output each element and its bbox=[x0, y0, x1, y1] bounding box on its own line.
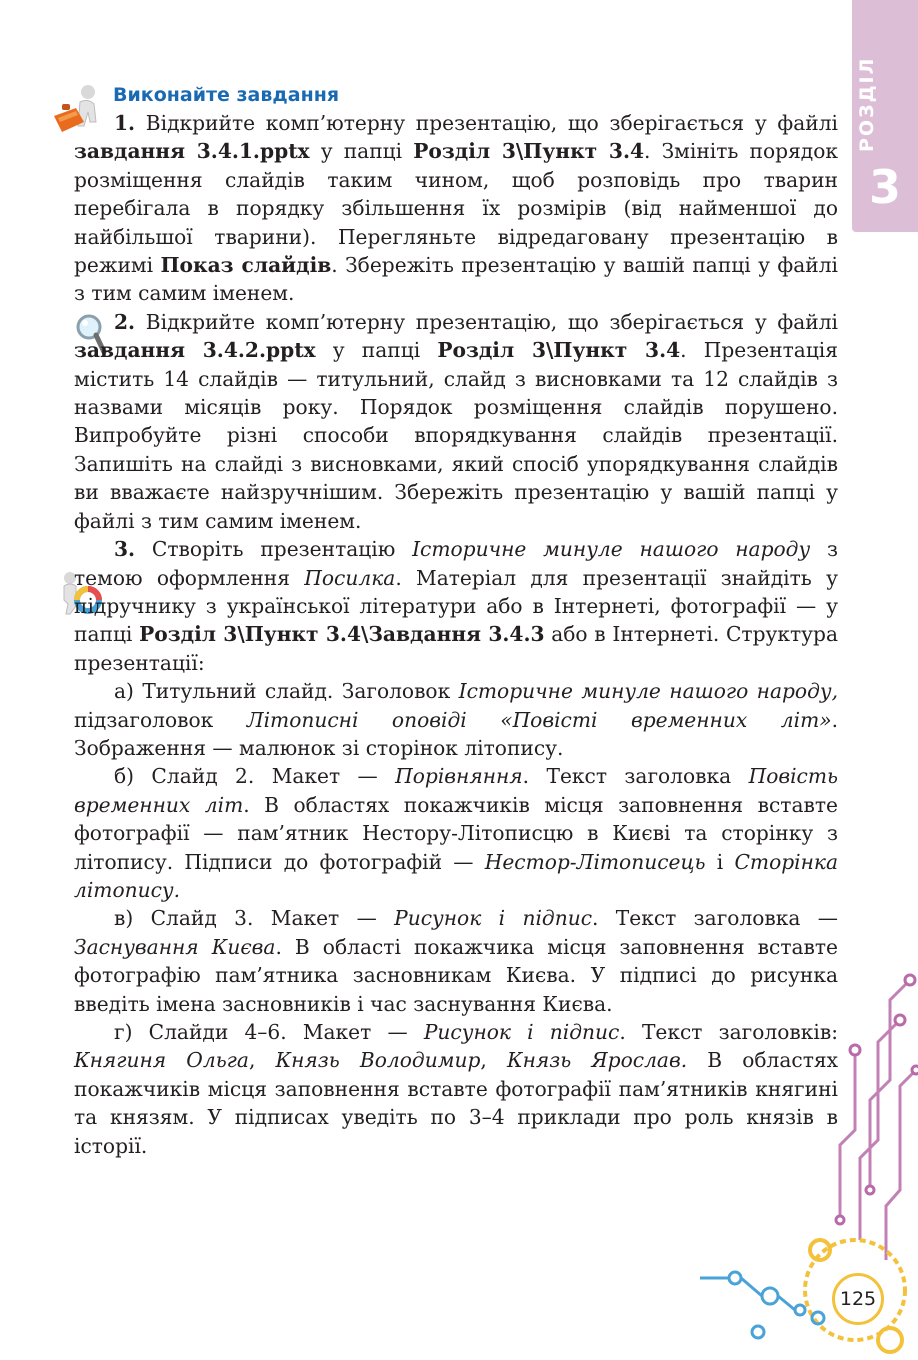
text: . Презентація містить 14 слайдів — титульний, слайд з висновками та 12 слайдів з назвами місяців року. Порядок розміщення слайдів порушено. Випробуйте різні способи впорядкування слайдів презентації. Запишіть на слайді з висновками, який спосіб упорядкування слайдів ви вважаєте найзручнішим. Збережіть презентацію у вашій папці у файлі з тим самим іменем. bbox=[74, 338, 838, 533]
text: , bbox=[248, 1048, 276, 1073]
text: а) Титульний слайд. Заголовок bbox=[114, 679, 459, 704]
italic-text: Порівняння bbox=[395, 764, 523, 789]
text: . Збережіть презентацію у вашій папці у файлі з тим самим іменем. bbox=[74, 253, 838, 306]
italic-text: Історичне минуле нашого народу, bbox=[458, 679, 838, 704]
text: В областях покажчиків місця заповнення вставте фотографії пам’ятників княгині та князям. У підписах уведіть по 3–4 приклади про роль князів в історії. bbox=[74, 1048, 838, 1158]
italic-text: Повість временних літ bbox=[74, 764, 838, 817]
text: з темою оформлення bbox=[74, 537, 838, 590]
task-number: 1. bbox=[114, 111, 136, 135]
text: Відкрийте комп’ютерну презентацію, що зберігається у файлі bbox=[135, 111, 838, 135]
task-1 bbox=[74, 109, 838, 308]
italic-text: Рисунок і підпис bbox=[394, 906, 593, 931]
section-tab bbox=[852, 0, 918, 232]
text: . В області покажчика місця заповнення вставте фотографію пам’ятника засновникам Києва. У підписі до рисунка введіть імена засновників і час заснування Києва. bbox=[74, 934, 839, 1016]
structure-item-b bbox=[74, 762, 838, 904]
text: . В областях покажчиків місця заповнення вставте фотографії — пам’ятник Нестору-Літописцю в Києві та сторінку з літопису. Підписи до фотографій — bbox=[74, 792, 838, 874]
text: г) Слайди 4–6. Макет — bbox=[114, 1020, 424, 1044]
text: б) Слайд 2. Макет — bbox=[114, 764, 396, 789]
text: Відкрийте комп’ютерну презентацію, що зберігається у файлі bbox=[135, 309, 838, 334]
text: і bbox=[705, 849, 735, 874]
italic-text: Рисунок і підпис bbox=[423, 1020, 620, 1044]
circuit-decoration bbox=[700, 960, 918, 1360]
task-number: 2. bbox=[114, 309, 136, 334]
file-name: завдання 3.4.1.pptx bbox=[74, 139, 310, 164]
italic-text: Заснування Києва bbox=[74, 934, 276, 959]
italic-text: Князь Ярослав. bbox=[506, 1048, 688, 1073]
italic-text: Літописні оповіді «Повісті временних літ» bbox=[246, 707, 832, 732]
folder-path: Розділ 3\Пункт 3.4\Завдання 3.4.3 bbox=[139, 622, 545, 647]
task-3 bbox=[74, 535, 838, 677]
tasks-heading: Виконайте завдання bbox=[113, 84, 340, 106]
text: . Текст заголовка bbox=[522, 764, 749, 789]
text: Створіть презентацію bbox=[135, 537, 413, 562]
file-name: завдання 3.4.2.pptx bbox=[74, 338, 316, 363]
presentation-title: Історичне минуле нашого народу bbox=[412, 537, 811, 562]
italic-text: Князь Володимир bbox=[275, 1048, 481, 1073]
text: . Текст заголовків: bbox=[619, 1020, 838, 1044]
folder-path: Розділ 3\Пункт 3.4 bbox=[413, 139, 645, 164]
task-2 bbox=[74, 308, 838, 535]
text: . Матеріал для презентації знайдіть у підручнику з української літератури або в Інтернеті, фотографії — у папці bbox=[74, 565, 838, 647]
text: у папці bbox=[309, 139, 414, 164]
italic-text: Сторінка літопису. bbox=[74, 849, 838, 902]
text: . Зображення — малюнок зі сторінок літопису. bbox=[74, 707, 838, 760]
text: або в Інтернеті. Структура презентації: bbox=[74, 622, 838, 675]
folder-path: Розділ 3\Пункт 3.4 bbox=[437, 338, 681, 363]
page-number: 125 bbox=[832, 1273, 884, 1325]
text: . Змініть порядок розміщення слайдів таким чином, щоб розповідь про тварин перебігала в порядку збільшення їх розмірів (від найменшої до найбільшої тварини). Перегляньте відредаговану презентацію в режимі bbox=[74, 139, 838, 278]
italic-text: Нестор-Літописець bbox=[484, 849, 706, 874]
text: , bbox=[480, 1048, 507, 1073]
text: підзаголовок bbox=[74, 707, 247, 732]
structure-item-a bbox=[74, 677, 838, 762]
mode-name: Показ слайдів bbox=[160, 253, 332, 278]
text: в) Слайд 3. Макет — bbox=[114, 906, 395, 931]
text: . Текст заголовка — bbox=[592, 906, 838, 931]
theme-name: Посилка bbox=[304, 565, 396, 590]
section-tab-word: РОЗДІЛ bbox=[856, 56, 878, 152]
task-number: 3. bbox=[114, 537, 136, 562]
italic-text: Княгиня Ольга bbox=[74, 1048, 249, 1073]
section-tab-number: 3 bbox=[868, 160, 901, 214]
text: у папці bbox=[315, 338, 438, 363]
